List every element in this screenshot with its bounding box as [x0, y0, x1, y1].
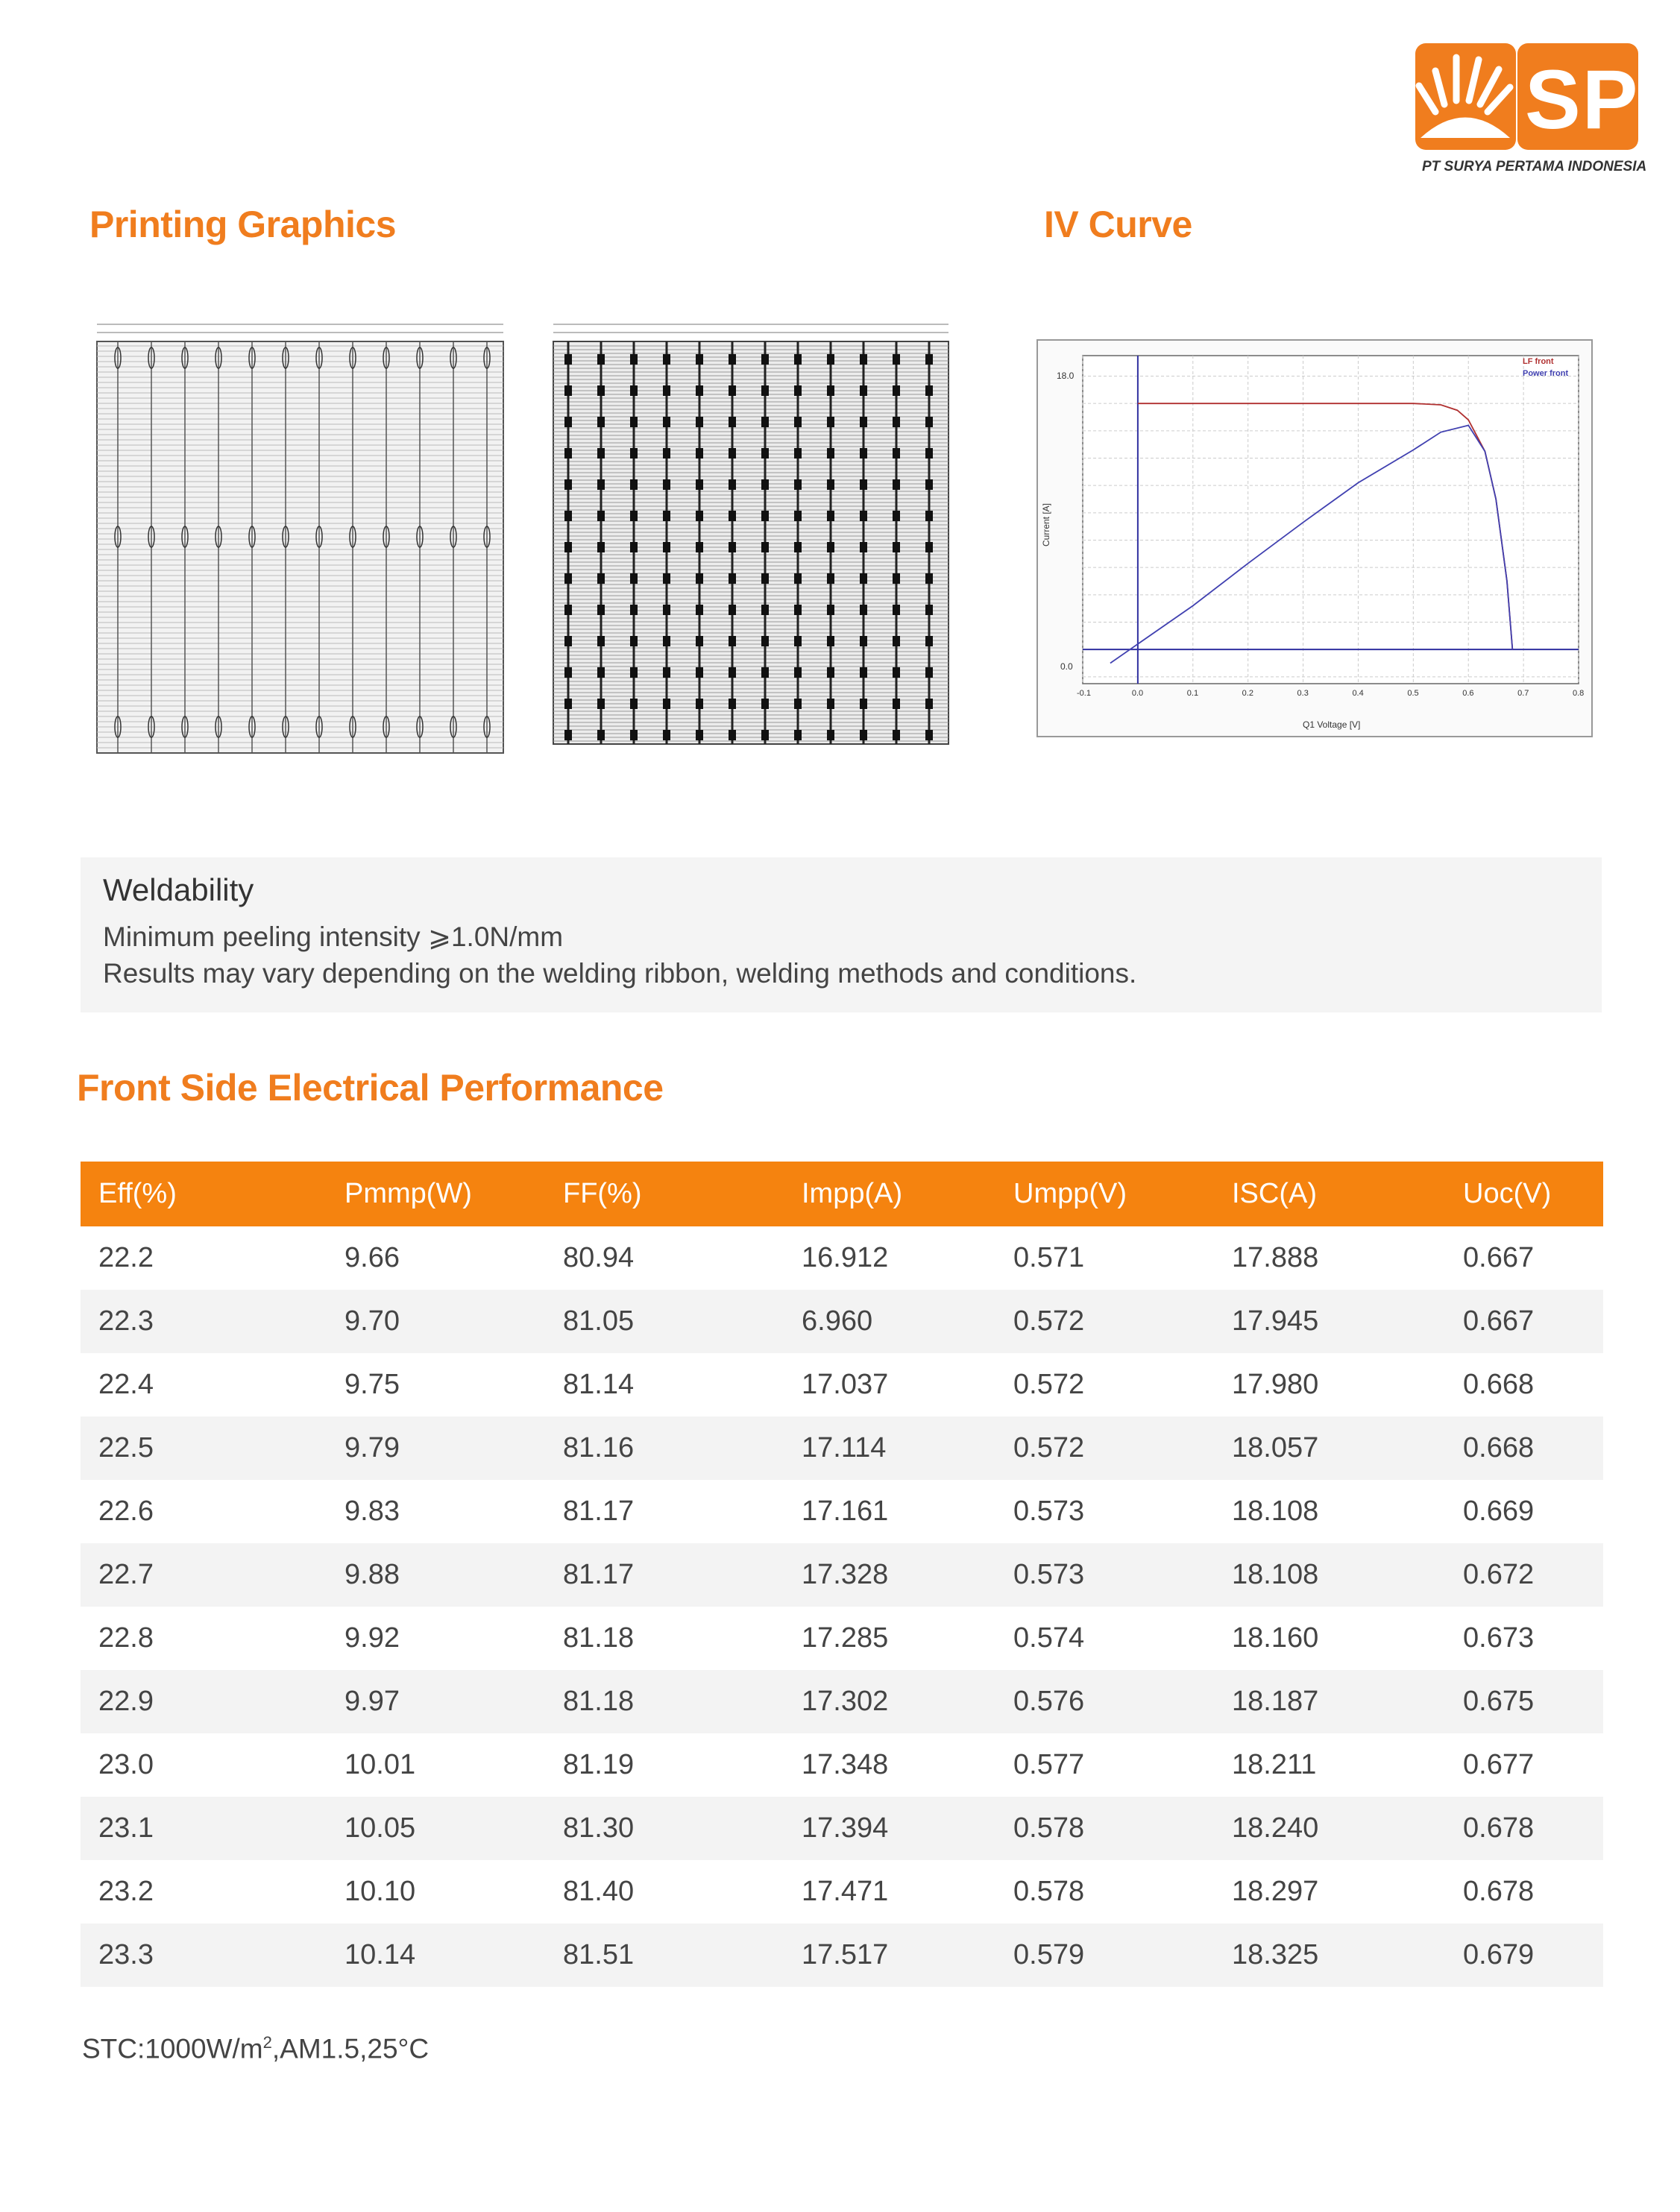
col-impp: Impp(A)	[784, 1162, 995, 1226]
table-cell: 22.6	[98, 1496, 154, 1527]
iv-x-tick-label: 0.8	[1573, 689, 1585, 698]
table-cell: 23.3	[81, 1923, 327, 1987]
table-cell: 17.161	[802, 1496, 889, 1527]
iv-x-tick-label: 0.5	[1407, 689, 1419, 698]
table-cell: 16.912	[802, 1242, 889, 1273]
table-cell: 0.579	[995, 1923, 1214, 1987]
table-cell: 17.302	[784, 1670, 995, 1733]
col-eff: Eff(%)	[81, 1162, 327, 1226]
table-cell: 9.92	[345, 1622, 400, 1654]
logo-wordmark: SPI	[1525, 53, 1664, 146]
col-isc: ISC(A)	[1214, 1162, 1445, 1226]
table-cell: 18.187	[1214, 1670, 1445, 1733]
table-cell: 17.348	[802, 1749, 889, 1780]
table-cell: 17.945	[1214, 1290, 1445, 1353]
table-row	[81, 1480, 1603, 1543]
table-cell: 10.14	[327, 1923, 545, 1987]
table-cell: 0.668	[1445, 1417, 1603, 1480]
table-cell: 10.01	[345, 1749, 416, 1780]
table-cell: 17.471	[802, 1876, 889, 1907]
iv-x-tick-label: 0.4	[1352, 689, 1364, 698]
table-cell: 9.88	[327, 1543, 545, 1607]
table-cell: 9.79	[327, 1417, 545, 1480]
iv-x-tick-label: 0.0	[1131, 689, 1144, 698]
table-cell: 22.4	[98, 1369, 154, 1400]
table-cell: 0.571	[1013, 1242, 1085, 1273]
table-cell: 17.285	[802, 1622, 889, 1654]
table-cell: 9.83	[345, 1496, 400, 1527]
table-cell: 81.16	[545, 1417, 784, 1480]
table-cell: 0.678	[1445, 1797, 1603, 1860]
table-cell: 23.0	[98, 1749, 154, 1780]
table-cell: 23.1	[81, 1797, 327, 1860]
table-cell: 17.888	[1232, 1242, 1319, 1273]
logo-company-name: PT SURYA PERTAMA INDONESIA	[1422, 159, 1647, 174]
iv-x-tick-label: 0.2	[1242, 689, 1253, 698]
table-cell: 23.2	[98, 1876, 154, 1907]
company-logo	[1413, 41, 1664, 179]
table-cell: 0.672	[1445, 1543, 1603, 1607]
table-cell: 81.05	[545, 1290, 784, 1353]
table-row	[81, 1543, 1603, 1607]
iv-x-tick-label: 0.1	[1186, 689, 1199, 698]
table-cell: 0.669	[1463, 1496, 1535, 1527]
table-cell: 0.578	[995, 1797, 1214, 1860]
table-cell: 22.2	[98, 1242, 154, 1273]
table-cell: 22.9	[81, 1670, 327, 1733]
table-cell: 81.18	[563, 1622, 635, 1654]
table-header-row	[81, 1162, 1603, 1226]
table-cell: 0.673	[1463, 1622, 1535, 1654]
front-performance-heading: Front Side Electrical Performance	[77, 1067, 664, 1109]
table-cell: 81.17	[545, 1543, 784, 1607]
table-row	[81, 1226, 1603, 1290]
col-pmmp: Pmmp(W)	[327, 1162, 545, 1226]
performance-table	[81, 1162, 1603, 1987]
table-cell: 0.675	[1445, 1670, 1603, 1733]
table-cell: 18.325	[1214, 1923, 1445, 1987]
col-ff: FF(%)	[545, 1162, 784, 1226]
iv-x-tick-label: 0.6	[1462, 689, 1474, 698]
weldability-note: Results may vary depending on the welding ribbon, welding methods and conditions.	[103, 958, 1137, 989]
table-cell: 18.057	[1214, 1417, 1445, 1480]
printing-graphics-heading: Printing Graphics	[89, 204, 397, 245]
iv-y-tick-zero: 0.0	[1060, 661, 1073, 672]
table-cell: 0.573	[995, 1543, 1214, 1607]
iv-y-axis-label: Current [A]	[1041, 502, 1052, 547]
table-cell: 17.517	[784, 1923, 995, 1987]
table-cell: 17.328	[784, 1543, 995, 1607]
table-cell: 81.18	[545, 1670, 784, 1733]
stc-note-prefix: STC:1000W/m	[82, 2033, 263, 2064]
iv-x-tick-label: 0.7	[1517, 689, 1529, 698]
table-cell: 81.17	[563, 1496, 635, 1527]
table-cell: 81.40	[563, 1876, 635, 1907]
table-cell: 0.572	[995, 1290, 1214, 1353]
table-cell: 18.108	[1232, 1496, 1319, 1527]
table-cell: 0.667	[1463, 1242, 1535, 1273]
table-cell: 18.160	[1232, 1622, 1319, 1654]
table-cell: 80.94	[563, 1242, 635, 1273]
table-cell: 81.51	[545, 1923, 784, 1987]
table-row	[81, 1797, 1603, 1860]
table-cell: 18.297	[1232, 1876, 1319, 1907]
stc-note-sup: 2	[262, 2033, 272, 2052]
table-row	[81, 1417, 1603, 1480]
iv-legend-current: LF front	[1523, 357, 1554, 366]
table-cell: 0.572	[1013, 1369, 1085, 1400]
table-cell: 0.679	[1445, 1923, 1603, 1987]
table-row	[81, 1353, 1603, 1417]
iv-curve-chart	[1036, 339, 1593, 737]
table-cell: 18.240	[1214, 1797, 1445, 1860]
table-cell: 0.668	[1463, 1369, 1535, 1400]
stc-note-suffix: ,AM1.5,25°C	[271, 2033, 430, 2064]
weldability-box	[81, 857, 1602, 1012]
col-uoc: Uoc(V)	[1445, 1162, 1603, 1226]
table-cell: 10.05	[327, 1797, 545, 1860]
table-cell: 9.97	[327, 1670, 545, 1733]
iv-curve-heading: IV Curve	[1044, 204, 1192, 245]
table-cell: 9.75	[345, 1369, 400, 1400]
iv-legend-power: Power front	[1523, 369, 1569, 378]
table-cell: 81.30	[545, 1797, 784, 1860]
table-row	[81, 1923, 1603, 1987]
table-cell: 18.211	[1232, 1749, 1317, 1780]
printing-graphic-rear	[538, 313, 963, 764]
weldability-title: Weldability	[103, 872, 254, 907]
table-cell: 17.037	[802, 1369, 889, 1400]
iv-y-tick-top: 18.0	[1057, 371, 1075, 381]
table-cell: 0.574	[1013, 1622, 1085, 1654]
table-cell: 22.3	[81, 1290, 327, 1353]
iv-x-axis-label: Q1 Voltage [V]	[1303, 719, 1361, 730]
weldability-peeling: Minimum peeling intensity ⩾1.0N/mm	[103, 921, 564, 952]
table-cell: 81.14	[563, 1369, 635, 1400]
table-cell: 0.573	[1013, 1496, 1085, 1527]
table-cell: 0.572	[995, 1417, 1214, 1480]
stc-note	[82, 2033, 429, 2064]
table-cell: 18.108	[1214, 1543, 1445, 1607]
table-row	[81, 1860, 1603, 1923]
iv-x-tick-label: -0.1	[1077, 689, 1091, 698]
table-cell: 6.960	[784, 1290, 995, 1353]
table-row	[81, 1670, 1603, 1733]
table-row	[81, 1290, 1603, 1353]
table-cell: 22.5	[81, 1417, 327, 1480]
table-cell: 9.66	[345, 1242, 400, 1273]
table-row	[81, 1607, 1603, 1670]
table-cell: 22.8	[98, 1622, 154, 1654]
table-cell: 0.678	[1463, 1876, 1535, 1907]
table-cell: 0.667	[1445, 1290, 1603, 1353]
table-row	[81, 1733, 1603, 1797]
table-cell: 22.7	[81, 1543, 327, 1607]
col-umpp: Umpp(V)	[995, 1162, 1214, 1226]
table-cell: 9.70	[327, 1290, 545, 1353]
table-cell: 0.677	[1463, 1749, 1535, 1780]
table-cell: 17.980	[1232, 1369, 1319, 1400]
table-cell: 0.578	[1013, 1876, 1085, 1907]
printing-graphic-front	[75, 313, 511, 764]
table-cell: 17.394	[784, 1797, 995, 1860]
table-cell: 17.114	[784, 1417, 995, 1480]
table-cell: 81.19	[563, 1749, 635, 1780]
iv-x-tick-label: 0.3	[1297, 689, 1309, 698]
table-cell: 10.10	[345, 1876, 416, 1907]
table-cell: 0.576	[995, 1670, 1214, 1733]
table-cell: 0.577	[1013, 1749, 1085, 1780]
